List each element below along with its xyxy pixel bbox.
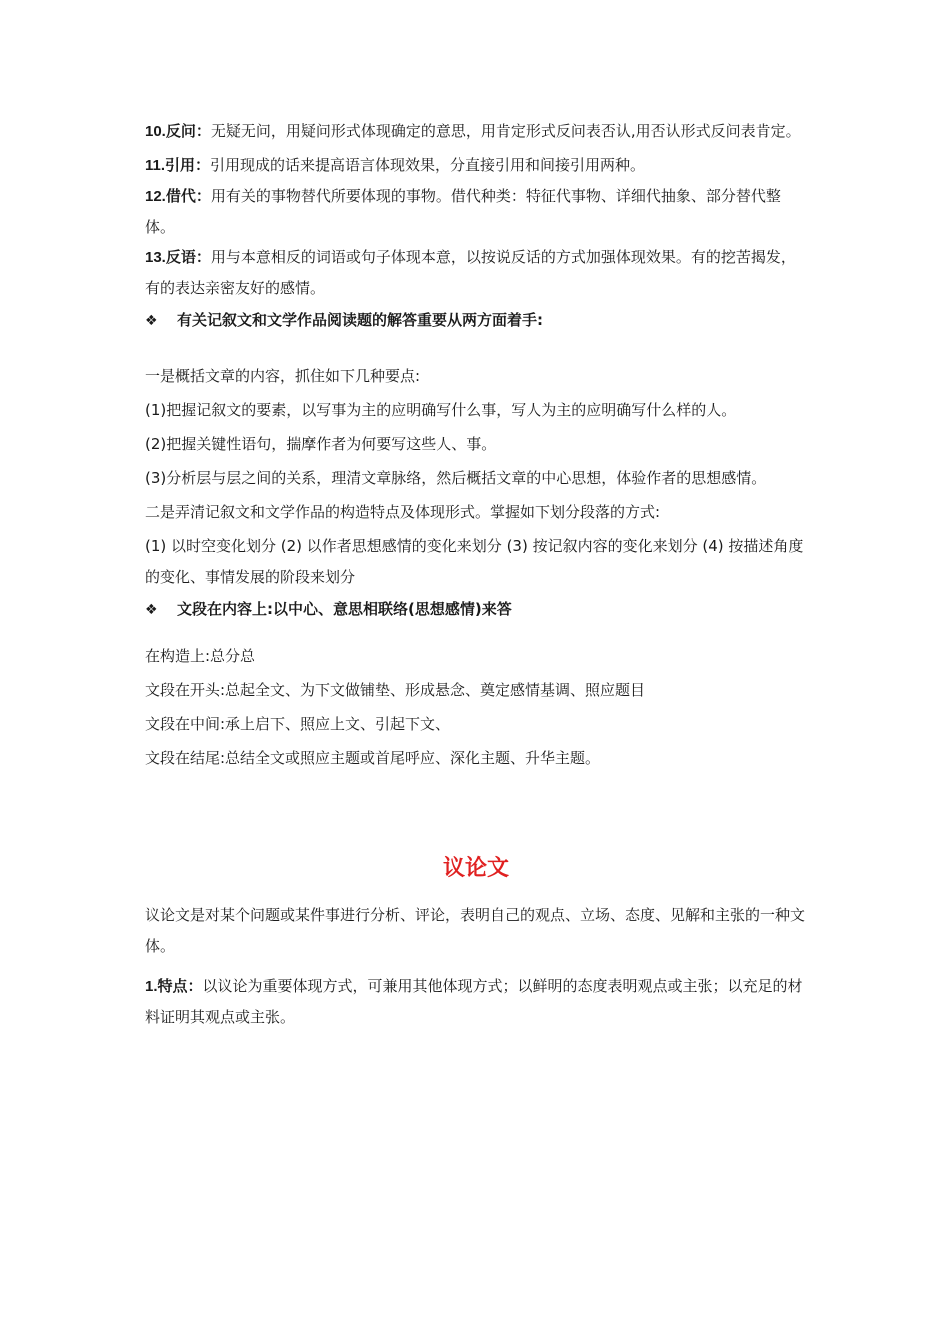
bullet-diamond-icon: ❖ — [145, 313, 158, 329]
paragraph-ending-line: 文段在结尾:总结全文或照应主题或首尾呼应、深化主题、升华主题。 — [145, 749, 601, 767]
narrative-heading-text: 有关记叙文和文学作品阅读题的解答重要从两方面着手: — [177, 311, 544, 329]
narrative-point-1: (1)把握记叙文的要素，以写事为主的应明确写什么事，写人为主的应明确写什么样的人。 — [145, 401, 737, 419]
argument-title: 议论文 — [442, 856, 509, 881]
document-page — [145, 116, 807, 1033]
figure-term: 12.借代： — [145, 188, 211, 205]
narrative-heading — [145, 305, 807, 337]
narrative-intro-1: 一是概括文章的内容，抓住如下几种要点: — [145, 367, 421, 385]
narrative-point-3: (3)分析层与层之间的关系，理清文章脉络，然后概括文章的中心思想，体验作者的思想感情。 — [145, 469, 767, 487]
paragraph-section-heading-text: 文段在内容上:以中心、意思相联络(思想感情)来答 — [177, 600, 512, 618]
argument-definition: 议论文是对某个问题或某件事进行分析、评论，表明自己的观点、立场、态度、见解和主张的一种文体。 — [145, 906, 806, 955]
figure-term: 13.反语： — [145, 249, 211, 266]
figure-item-metonymy — [145, 181, 807, 242]
feature-term: 1.特点： — [145, 978, 203, 995]
bullet-diamond-icon: ❖ — [145, 602, 158, 618]
argument-feature — [145, 971, 807, 1033]
figure-text: 引用现成的话来提高语言体现效果，分直接引用和间接引用两种。 — [210, 156, 646, 174]
feature-text: 以议论为重要体现方式，可兼用其他体现方式；以鲜明的态度表明观点或主张；以充足的材料证明其观点或主张。 — [145, 977, 803, 1026]
figure-text: 用有关的事物替代所要体现的事物。借代种类：特征代事物、详细代抽象、部分替代整体。 — [145, 187, 781, 236]
figure-text: 用与本意相反的词语或句子体现本意，以按说反话的方式加强体现效果。有的挖苦揭发，有的表达亲密友好的感情。 — [145, 248, 796, 297]
narrative-intro-2: 二是弄清记叙文和文学作品的构造特点及体现形式。掌握如下划分段落的方式: — [145, 503, 661, 521]
paragraph-opening-line: 文段在开头:总起全文、为下文做铺垫、形成悬念、奠定感情基调、照应题目 — [145, 681, 646, 699]
figure-text: 无疑无问，用疑问形式体现确定的意思，用肯定形式反问表否认,用否认形式反问表肯定。 — [210, 122, 801, 140]
paragraph-section-heading — [145, 594, 807, 626]
figure-item-quotation — [145, 150, 807, 181]
narrative-division: (1) 以时空变化划分 (2) 以作者思想感情的变化来划分 (3) 按记叙内容的变化来划分 (4) 按描述角度的变化、事情发展的阶段来划分 — [145, 537, 804, 586]
narrative-point-2: (2)把握关键性语句，揣摩作者为何要写这些人、事。 — [145, 435, 497, 453]
paragraph-middle-line: 文段在中间:承上启下、照应上文、引起下文、 — [145, 715, 451, 733]
figure-item-rhetorical-question — [145, 116, 807, 147]
figure-term: 10.反问： — [145, 123, 211, 140]
figure-term: 11.引用： — [145, 157, 211, 174]
paragraph-structure-line: 在构造上:总分总 — [145, 647, 256, 665]
figure-item-irony — [145, 242, 807, 303]
